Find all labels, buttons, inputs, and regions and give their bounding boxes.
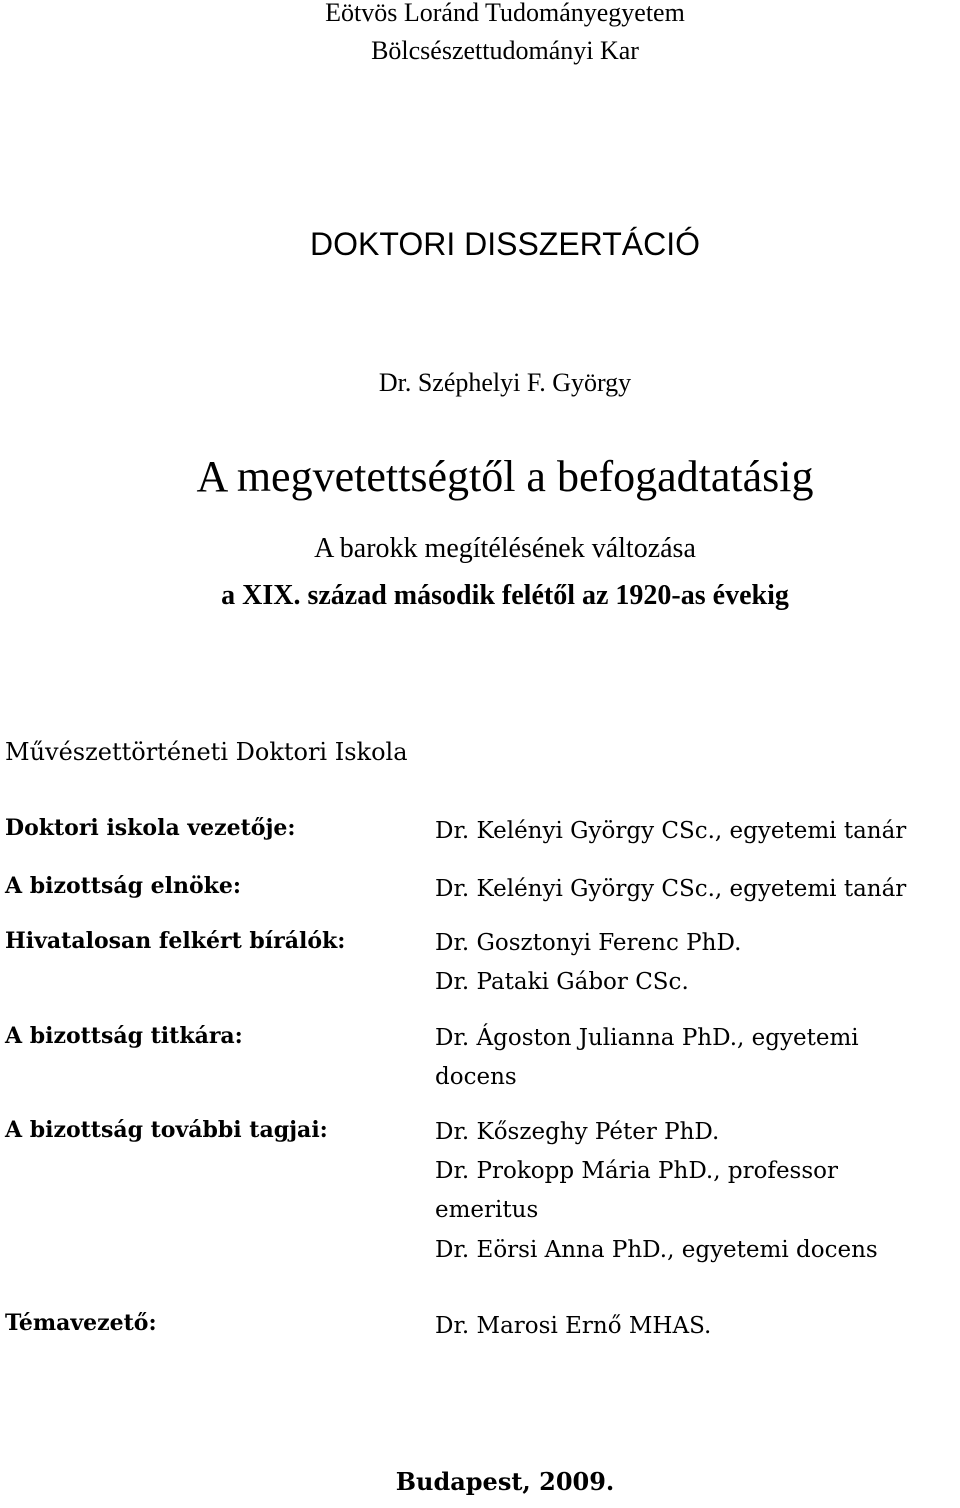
faculty-name: Bölcsészettudományi Kar	[371, 36, 639, 65]
supervisor-value: Dr. Marosi Ernő MHAS.	[435, 1313, 712, 1339]
committee-member-1: Dr. Kőszeghy Péter PhD.	[435, 1119, 720, 1145]
committee-secretary-line2: docens	[435, 1064, 517, 1090]
committee-member-3: Dr. Eörsi Anna PhD., egyetemi docens	[435, 1237, 878, 1263]
school-head-label: Doktori iskola vezetője:	[5, 815, 296, 841]
committee-chair-label: A bizottság elnöke:	[5, 873, 242, 899]
dissertation-subtitle-line2: a XIX. század második felétől az 1920-as évekig	[221, 580, 789, 611]
reviewers-label: Hivatalosan felkért bírálók:	[5, 928, 346, 954]
committee-member-2: Dr. Prokopp Mária PhD., professor	[435, 1158, 839, 1184]
university-name: Eötvös Loránd Tudományegyetem	[325, 0, 685, 27]
reviewer-1: Dr. Gosztonyi Ferenc PhD.	[435, 930, 742, 956]
committee-member-2-cont: emeritus	[435, 1197, 539, 1223]
author-name: Dr. Széphelyi F. György	[378, 368, 632, 397]
dissertation-title: A megvetettségtől a befogadtatásig	[196, 452, 814, 501]
document-type: DOKTORI DISSZERTÁCIÓ	[310, 226, 700, 262]
committee-secretary-line1: Dr. Ágoston Julianna PhD., egyetemi	[435, 1025, 859, 1051]
dissertation-subtitle-line1: A barokk megítélésének változása	[314, 533, 696, 564]
reviewer-2: Dr. Pataki Gábor CSc.	[435, 969, 689, 995]
committee-members-label: A bizottság további tagjai:	[5, 1117, 328, 1143]
supervisor-label: Témavezető:	[5, 1310, 157, 1336]
place-and-year: Budapest, 2009.	[395, 1467, 615, 1496]
committee-secretary-label: A bizottság titkára:	[5, 1023, 243, 1049]
doctoral-school: Művészettörténeti Doktori Iskola	[5, 738, 408, 766]
school-head-value: Dr. Kelényi György CSc., egyetemi tanár	[435, 818, 907, 844]
committee-chair-value: Dr. Kelényi György CSc., egyetemi tanár	[435, 876, 907, 902]
